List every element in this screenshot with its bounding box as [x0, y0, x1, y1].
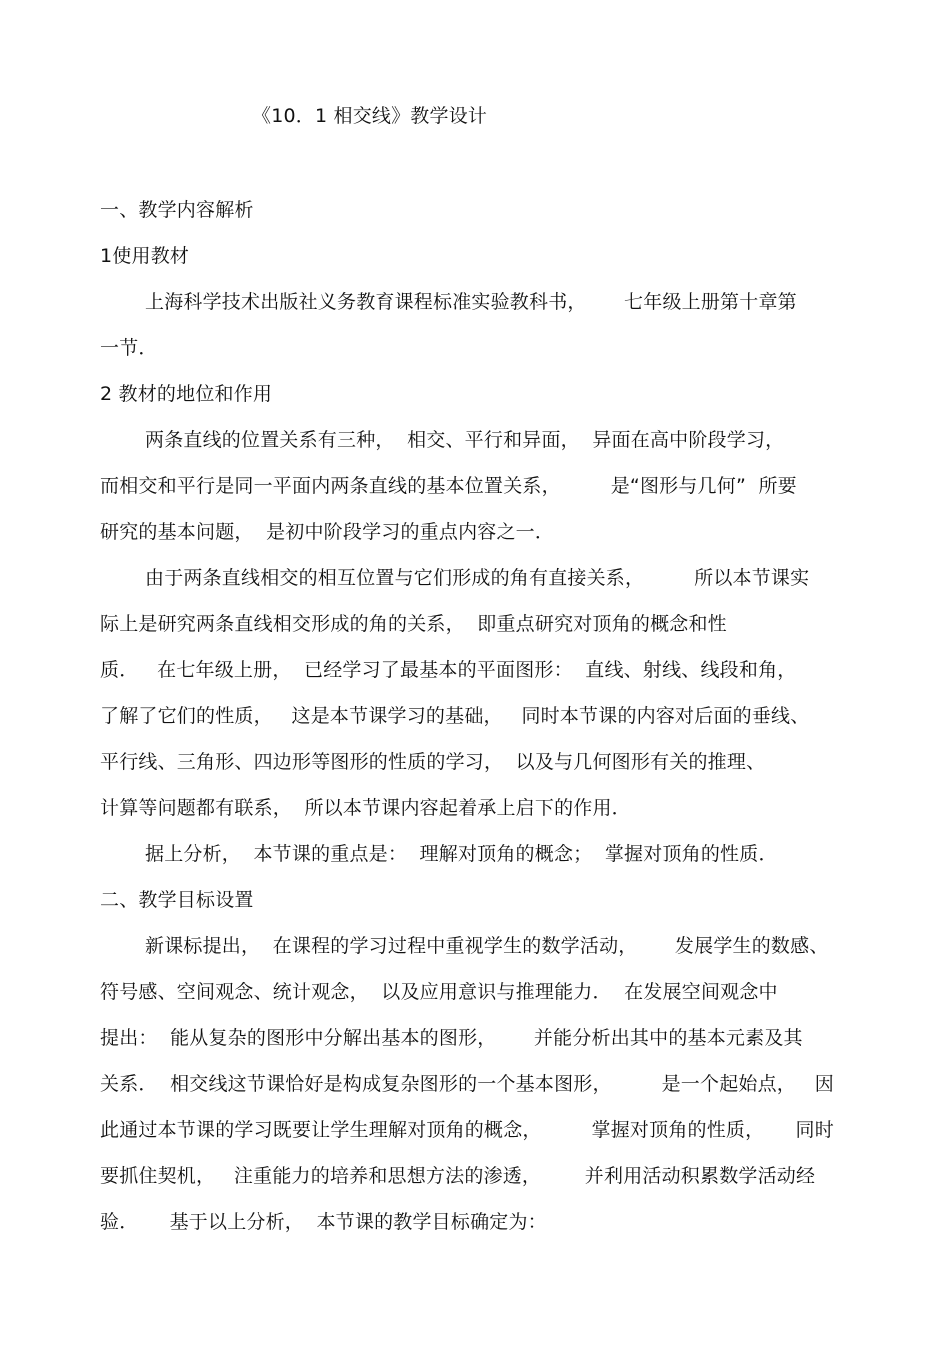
- paragraph-line: 研究的基本问题， 是初中阶段学习的重点内容之一．: [100, 521, 555, 543]
- paragraph-line: 计算等问题都有联系， 所以本节课内容起着承上启下的作用．: [100, 797, 631, 819]
- paragraph-line: 关系． 相交线这节课恰好是构成复杂图形的一个基本图形， 是一个起始点， 因: [100, 1073, 834, 1095]
- paragraph-line: 两条直线的位置关系有三种， 相交、平行和异面， 异面在高中阶段学习，: [145, 429, 785, 451]
- paragraph-line: 由于两条直线相交的相互位置与它们形成的角有直接关系， 所以本节课实: [145, 567, 810, 589]
- section-heading-content-analysis: 一、教学内容解析: [100, 199, 254, 221]
- section-heading-objectives: 二、教学目标设置: [100, 889, 254, 911]
- paragraph-line: 据上分析， 本节课的重点是： 理解对顶角的概念； 掌握对顶角的性质．: [145, 843, 778, 865]
- paragraph-line: 验． 基于以上分析， 本节课的教学目标确定为：: [100, 1211, 547, 1233]
- paragraph-line: 要抓住契机， 注重能力的培养和思想方法的渗透， 并利用活动积累数学活动经: [100, 1165, 816, 1187]
- paragraph-line: 上海科学技术出版社义务教育课程标准实验教科书， 七年级上册第十章第: [145, 291, 797, 313]
- paragraph-line: 一节．: [100, 337, 158, 359]
- paragraph-line: 提出： 能从复杂的图形中分解出基本的图形， 并能分析出其中的基本元素及其: [100, 1027, 803, 1049]
- subheading-role: 2 教材的地位和作用: [100, 383, 273, 405]
- document-title: 《10．1 相交线》教学设计: [252, 105, 488, 127]
- paragraph-line: 质． 在七年级上册， 已经学习了最基本的平面图形： 直线、射线、线段和角，: [100, 659, 797, 681]
- subheading-textbook: 1使用教材: [100, 245, 190, 267]
- paragraph-line: 符号感、空间观念、统计观念， 以及应用意识与推理能力． 在发展空间观念中: [100, 981, 778, 1003]
- paragraph-line: 此通过本节课的学习既要让学生理解对顶角的概念， 掌握对顶角的性质， 同时: [100, 1119, 834, 1141]
- paragraph-line: 际上是研究两条直线相交形成的角的关系， 即重点研究对顶角的概念和性: [100, 613, 727, 635]
- paragraph-line: 而相交和平行是同一平面内两条直线的基本位置关系， 是“图形与几何” 所要: [100, 475, 797, 497]
- paragraph-line: 了解了它们的性质， 这是本节课学习的基础， 同时本节课的内容对后面的垂线、: [100, 705, 810, 727]
- paragraph-line: 平行线、三角形、四边形等图形的性质的学习， 以及与几何图形有关的推理、: [100, 751, 766, 773]
- paragraph-line: 新课标提出， 在课程的学习过程中重视学生的数学活动， 发展学生的数感、: [145, 935, 829, 957]
